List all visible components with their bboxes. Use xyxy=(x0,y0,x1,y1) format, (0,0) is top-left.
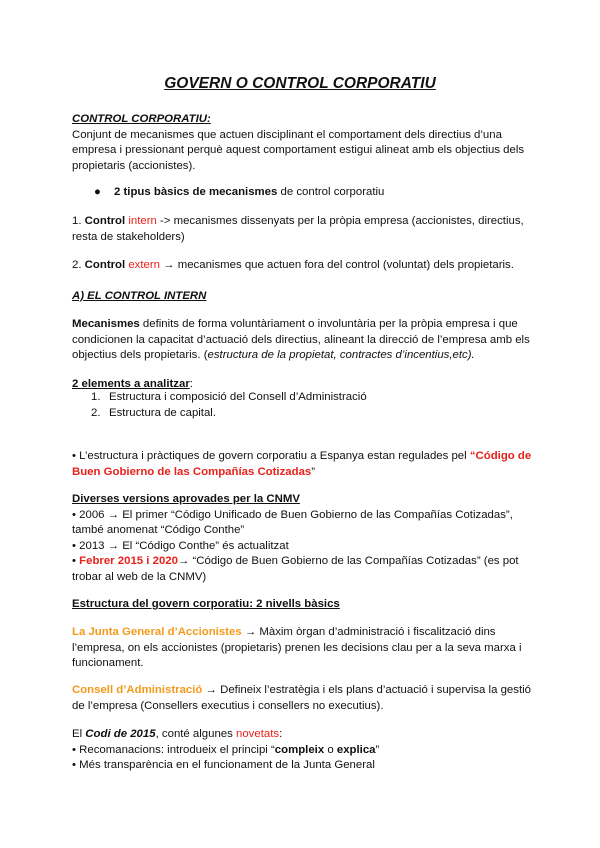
cnmv-versions xyxy=(72,492,532,585)
highlight-novetats: novetats xyxy=(236,728,280,740)
definition-line: empresa i pressionant perquè aquest comportament estigui alineat amb els objectius dels xyxy=(72,144,525,156)
version-line: trobar al web de la CNMV) xyxy=(72,570,207,583)
list-item xyxy=(91,406,531,422)
version-line: → “Código de Buen Gobierno de las Compañías Cotizadas” (es pot xyxy=(177,555,519,567)
version-line: • 2013 → El “Código Conthe” és actualitzat xyxy=(72,539,289,552)
structure-heading xyxy=(72,597,532,613)
heading-text: A) EL CONTROL INTERN xyxy=(72,290,207,302)
paragraph-control-intern xyxy=(72,214,532,245)
definition-line: propietaris (accionistes). xyxy=(72,159,196,172)
bullet: • xyxy=(72,555,80,567)
highlight-dates: Febrer 2015 i 2020 xyxy=(79,555,178,567)
list-item-text: Estructura i composició del Consell d’Administració xyxy=(109,391,367,403)
heading-text: Estructura del govern corporatiu: 2 nivells bàsics xyxy=(72,598,340,610)
text: , conté algunes xyxy=(155,728,237,740)
list-number: 1. xyxy=(91,391,101,403)
highlight-consell: Consell d’Administració xyxy=(72,684,203,696)
list-prefix: 2. xyxy=(72,259,85,271)
section-heading-control-intern xyxy=(72,289,532,305)
text: objectius dels propietaris. ( xyxy=(72,349,208,361)
list-item xyxy=(91,390,531,406)
highlight-extern: extern xyxy=(128,259,160,271)
text: ” xyxy=(311,465,316,478)
text: → Màxim òrgan d’administració i fiscalització dins xyxy=(241,626,496,638)
highlight-intern: intern xyxy=(128,215,157,227)
heading-text: Diverses versions aprovades per la CNMV xyxy=(72,493,300,505)
paragraph-regulation xyxy=(72,449,532,480)
version-line: • 2006 → El primer “Código Unificado de Buen Gobierno de las Compañías Cotizadas”, xyxy=(72,508,513,521)
version-line: també anomenat “Código Conthe” xyxy=(72,524,245,536)
text: El xyxy=(72,728,86,740)
text: : xyxy=(279,728,283,740)
text: • Més transparència en el funcionament de la Junta General xyxy=(72,759,375,771)
section-heading-control-corporatiu: CONTROL CORPORATIU: xyxy=(72,113,211,125)
paragraph-mecanismes xyxy=(72,317,532,364)
text: resta de stakeholders) xyxy=(72,230,185,243)
elements-list xyxy=(91,390,531,421)
highlight-code-title: Buen Gobierno de las Compañías Cotizadas xyxy=(72,465,312,478)
definition-line: Conjunt de mecanismes que actuen disciplinant el comportament dels directius d’una xyxy=(72,128,502,141)
text: → Defineix l’estratègia i els plans d’actuació i supervisa la gestió xyxy=(202,684,531,696)
text: : xyxy=(189,378,193,390)
paragraph-consell xyxy=(72,683,532,714)
text: • Recomanacions: introdueix el principi “ xyxy=(72,743,275,756)
highlight-junta: La Junta General d’Accionistes xyxy=(72,626,242,638)
text: • L’estructura i pràctiques de govern corporatiu a Espanya estan regulades pel xyxy=(72,450,470,462)
heading-text: 2 elements a analitzar xyxy=(72,378,190,390)
text: l’empresa, on els accionistes (propietaris) prenen les decisions clau per a la seva marxa i xyxy=(72,641,522,654)
text: -> mecanismes dissenyats per la pròpia empresa (accionistes, directius, xyxy=(156,215,524,227)
bold-text: Mecanismes xyxy=(72,318,140,330)
list-item-text: Estructura de capital. xyxy=(109,406,216,419)
text: o xyxy=(324,743,337,756)
control-corporatiu-section xyxy=(72,112,532,174)
bold-italic-text: Codi de 2015 xyxy=(85,728,156,740)
text: definits de forma voluntàriament o involuntària per la pròpia empresa i que xyxy=(139,318,518,330)
text: funcionament. xyxy=(72,657,144,669)
bullet-mechanisms xyxy=(94,185,524,201)
page-title: GOVERN O CONTROL CORPORATIU xyxy=(164,75,436,92)
bold-text: Control xyxy=(84,215,129,227)
text: de control corporatiu xyxy=(277,186,385,198)
text: de l’empresa (Consellers executius i consellers no executius). xyxy=(72,699,384,712)
paragraph-control-extern xyxy=(72,258,532,274)
text: condicionen la capacitat d’actuació dels directius, alineant la direcció de l’empresa amb els xyxy=(72,333,530,346)
text: → mecanismes que actuen fora del control (voluntat) dels propietaris. xyxy=(160,259,514,271)
bullet-dot-icon: ● xyxy=(94,186,101,198)
bold-text: compleix xyxy=(274,743,325,756)
list-prefix: 1. xyxy=(72,215,85,227)
list-number: 2. xyxy=(91,406,101,419)
italic-text: estructura de la propietat, contractes d’incentius,etc). xyxy=(207,349,475,361)
text: ” xyxy=(375,743,380,756)
bold-text: 2 tipus bàsics de mecanismes xyxy=(114,186,278,198)
paragraph-junta-general xyxy=(72,625,532,672)
paragraph-codi-2015 xyxy=(72,727,532,774)
bold-text: Control xyxy=(84,259,129,271)
bold-text: explica xyxy=(336,743,376,756)
highlight-code-title: “Código de xyxy=(469,450,532,462)
